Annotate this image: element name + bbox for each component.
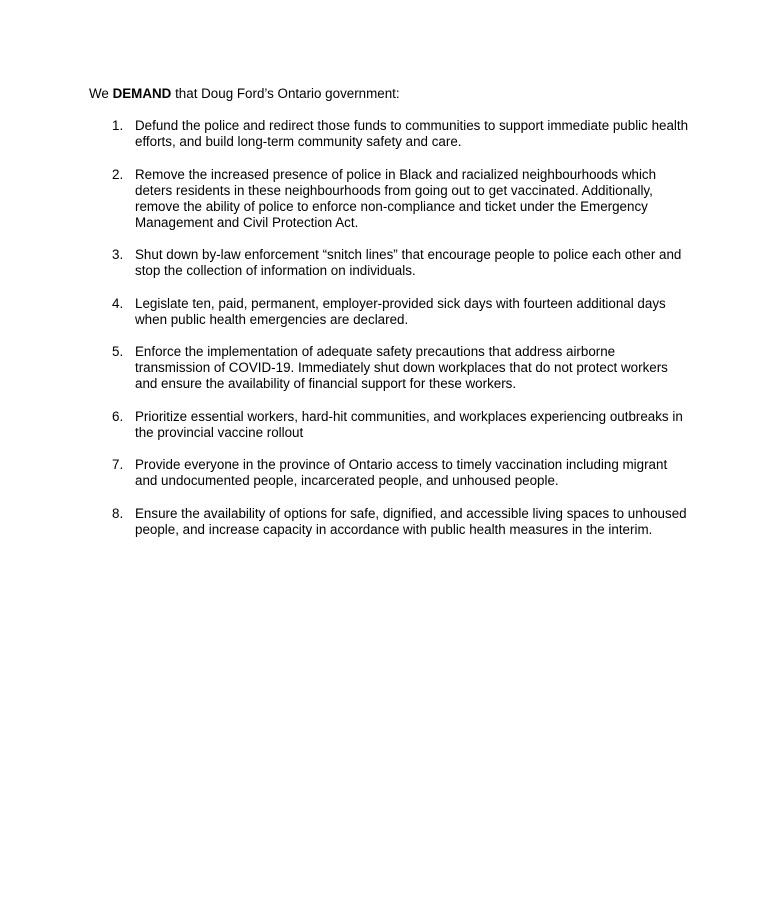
demand-item [112,344,692,392]
demand-text: Defund the police and redirect those funds to communities to support immediate public health efforts, and build long-term community safety and care. [135,118,689,149]
demand-number: 3. [112,247,124,262]
demand-number: 1. [112,118,124,133]
intro-prefix: We [89,86,113,101]
demand-number: 6. [112,408,124,424]
demand-text: Provide everyone in the province of Ontario access to timely vaccination including migrant and undocumented people, incarcerated people, and unhoused people. [135,457,668,488]
demand-text: Enforce the implementation of adequate safety precautions that address airborne transmission of COVID-19. Immediately shut down workplaces that do not protect workers and ensure the availability of financial support for these workers. [135,344,668,391]
demand-text: Legislate ten, paid, permanent, employer-provided sick days with fourteen additional days when public health emergencies are declared. [135,295,666,327]
demand-number: 5. [112,344,124,359]
demand-item [112,409,692,441]
intro-suffix: that Doug Ford’s Ontario government: [171,86,400,101]
intro-emphasis: DEMAND [112,86,172,101]
demand-item [112,118,692,150]
demand-number: 4. [112,295,124,311]
demand-number: 7. [112,457,124,472]
demand-item [112,247,692,279]
demand-text: Prioritize essential workers, hard-hit communities, and workplaces experiencing outbreaks in the provincial vaccine rollout [135,408,683,440]
demand-item [112,506,692,538]
demand-text: Remove the increased presence of police in Black and racialized neighbourhoods which deters residents in these neighbourhoods from going out to get vaccinated. Additionally, remove the ability of police to enforce non-compliance and ticket under the Emergency Management and Civil Protection Act. [135,166,657,230]
demands-list [112,118,692,554]
demand-number: 8. [112,505,124,521]
demand-text: Ensure the availability of options for safe, dignified, and accessible living spaces to unhoused people, and increase capacity in accordance with public health measures in the interim. [135,505,687,537]
demand-item [112,167,692,231]
intro-statement [89,86,400,102]
demand-item [112,457,692,489]
demand-text: Shut down by-law enforcement “snitch lines” that encourage people to police each other and stop the collection of information on individuals. [135,247,682,278]
demand-number: 2. [112,166,124,182]
demand-item [112,296,692,328]
